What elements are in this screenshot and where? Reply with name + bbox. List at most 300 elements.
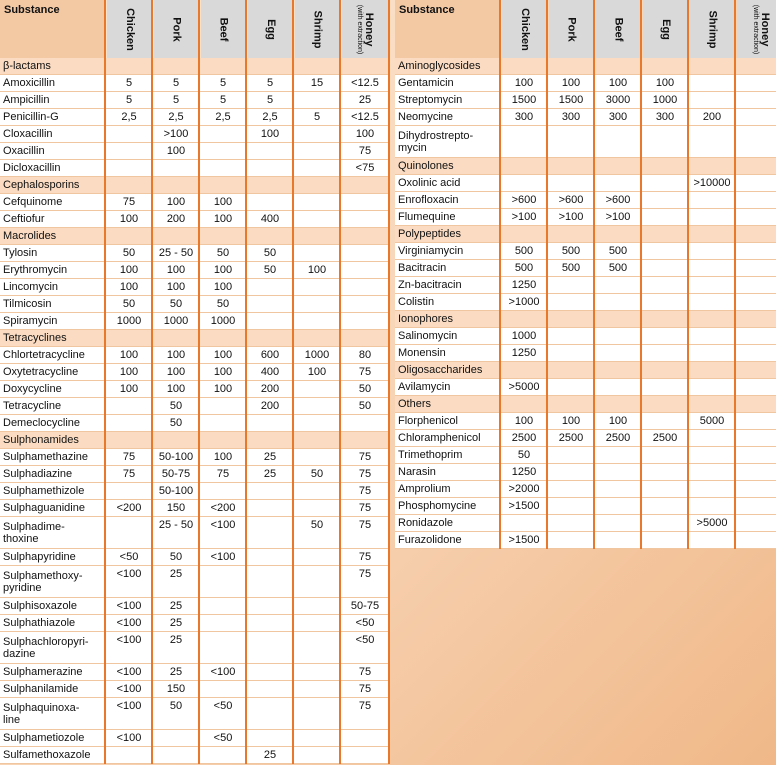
column-separator — [388, 0, 390, 764]
value-cell: 25 — [169, 617, 183, 629]
substance-name: Sulphisoxazole — [3, 600, 77, 612]
substance-name: Oxacillin — [3, 145, 45, 157]
value-cell: 80 — [358, 349, 372, 361]
value-cell: 100 — [213, 196, 233, 208]
value-cell — [737, 209, 776, 225]
table-row — [395, 379, 776, 396]
value-cell: 25 — [263, 468, 277, 480]
value-cell: <100 — [116, 568, 142, 580]
value-cell — [502, 515, 546, 531]
value-cell: 100 — [355, 128, 375, 140]
value-cell: 2,5 — [121, 111, 137, 123]
table-row — [0, 615, 388, 632]
value-cell — [549, 532, 593, 548]
value-cell — [690, 260, 734, 276]
substance-name: Neomycine — [398, 111, 454, 123]
value-cell — [643, 413, 687, 429]
header-column — [737, 0, 776, 58]
substance-name: Sulfamethoxazole — [3, 749, 91, 761]
value-cell: 5 — [266, 94, 274, 106]
value-cell — [295, 279, 339, 295]
value-cell: 2500 — [511, 432, 537, 444]
value-cell: <100 — [210, 519, 236, 531]
value-cell — [643, 447, 687, 463]
value-cell — [154, 160, 198, 176]
table-row — [0, 681, 388, 698]
header-column — [248, 0, 292, 58]
table-row — [0, 143, 388, 160]
value-cell — [643, 192, 687, 208]
value-cell — [596, 328, 640, 344]
value-cell: <50 — [213, 700, 233, 712]
value-cell: 100 — [166, 366, 186, 378]
value-cell — [737, 430, 776, 446]
value-cell: 1500 — [558, 94, 584, 106]
substance-name: Sulphamethizole — [3, 485, 85, 497]
value-cell: 25 - 50 — [158, 247, 194, 259]
value-cell: 5 — [313, 111, 321, 123]
value-cell — [248, 143, 292, 159]
value-cell — [549, 379, 593, 395]
value-cell — [295, 615, 339, 631]
substance-name: Avilamycin — [398, 381, 451, 393]
value-cell: 5 — [266, 77, 274, 89]
column-separator — [151, 0, 153, 764]
category-row — [395, 396, 776, 413]
value-cell: 1500 — [511, 94, 537, 106]
substance-name: Sulphametiozole — [3, 732, 85, 744]
value-cell: 200 — [702, 111, 722, 123]
category-label: Tetracyclines — [3, 332, 67, 344]
value-cell — [690, 294, 734, 310]
value-cell: 75 — [358, 468, 372, 480]
table-row — [395, 447, 776, 464]
value-cell — [549, 175, 593, 191]
category-row — [0, 432, 388, 449]
value-cell: 100 — [514, 415, 534, 427]
value-cell — [107, 143, 151, 159]
table-row — [395, 430, 776, 447]
value-cell — [643, 464, 687, 480]
value-cell: <100 — [116, 600, 142, 612]
value-cell: 5 — [172, 77, 180, 89]
table-row — [0, 211, 388, 228]
category-row — [395, 311, 776, 328]
value-cell — [549, 447, 593, 463]
value-cell — [342, 245, 388, 261]
substance-name-line: Sulphachloropyri- — [3, 635, 89, 648]
value-cell — [690, 243, 734, 259]
value-cell: <12.5 — [351, 111, 379, 123]
substance-name: Monensin — [398, 347, 446, 359]
table-row — [395, 345, 776, 362]
value-cell: 100 — [213, 264, 233, 276]
column-label: Pork — [565, 16, 578, 42]
table-row — [0, 75, 388, 92]
value-cell: 100 — [561, 415, 581, 427]
value-cell: 50 — [169, 700, 183, 712]
value-cell: 500 — [608, 262, 628, 274]
substance-name: Enrofloxacin — [398, 194, 459, 206]
value-cell: 50-100 — [158, 451, 194, 463]
value-cell: 400 — [260, 366, 280, 378]
header-column — [295, 0, 339, 58]
table-row — [0, 466, 388, 483]
table-row — [395, 175, 776, 192]
category-label: Oligosaccharides — [398, 364, 483, 376]
substance-name: Flumequine — [398, 211, 456, 223]
table-row — [0, 347, 388, 364]
value-cell: 3000 — [605, 94, 631, 106]
value-cell: <200 — [116, 502, 142, 514]
substance-name: Sulphamethazine — [3, 451, 89, 463]
value-cell — [295, 126, 339, 142]
value-cell — [295, 211, 339, 227]
value-cell — [107, 415, 151, 431]
value-cell — [295, 747, 339, 763]
column-sublabel: (with extraction) — [752, 4, 759, 54]
column-separator — [104, 0, 106, 764]
substance-name: Amoxicillin — [3, 77, 55, 89]
substance-name — [0, 698, 104, 729]
value-cell: <100 — [116, 683, 142, 695]
value-cell — [643, 532, 687, 548]
column-separator — [245, 0, 247, 764]
substance-name: Cloxacillin — [3, 128, 53, 140]
value-cell: 5 — [125, 77, 133, 89]
value-cell — [201, 126, 245, 142]
substance-name: Ampicillin — [3, 94, 50, 106]
value-cell: >600 — [605, 194, 631, 206]
value-cell — [690, 464, 734, 480]
value-cell — [248, 160, 292, 176]
substance-name: Zn-bacitracin — [398, 279, 462, 291]
substance-name-line: dazine — [3, 647, 36, 660]
column-separator — [687, 0, 689, 549]
value-cell — [201, 632, 245, 663]
substance-name: Sulphathiazole — [3, 617, 76, 629]
substance-name: Virginiamycin — [398, 245, 464, 257]
table-row — [395, 126, 776, 158]
substance-name — [395, 126, 499, 157]
value-cell — [295, 500, 339, 516]
substance-name: Phosphomycine — [398, 500, 477, 512]
value-cell: <50 — [119, 551, 139, 563]
table-row — [0, 296, 388, 313]
header-column — [107, 0, 151, 58]
value-cell — [596, 379, 640, 395]
table-row — [0, 126, 388, 143]
value-cell: 400 — [260, 213, 280, 225]
value-cell: 300 — [514, 111, 534, 123]
value-cell: <50 — [355, 634, 375, 646]
value-cell: 25 — [169, 568, 183, 580]
substance-name: Chlortetracycline — [3, 349, 85, 361]
substance-name: Furazolidone — [398, 534, 462, 546]
value-cell — [248, 730, 292, 746]
category-row — [0, 58, 388, 75]
value-cell — [107, 398, 151, 414]
column-sublabel: (with extraction) — [356, 4, 364, 54]
value-cell: 200 — [260, 400, 280, 412]
table-row — [0, 398, 388, 415]
value-cell: 200 — [260, 383, 280, 395]
value-cell — [342, 415, 388, 431]
value-cell — [201, 566, 245, 597]
value-cell — [295, 449, 339, 465]
column-separator — [640, 0, 642, 549]
value-cell — [737, 447, 776, 463]
substance-name: Ronidazole — [398, 517, 454, 529]
value-cell: 50 — [310, 468, 324, 480]
value-cell — [107, 160, 151, 176]
substance-name: Colistin — [398, 296, 435, 308]
value-cell — [248, 698, 292, 729]
value-cell: 50 — [216, 298, 230, 310]
substance-name — [0, 632, 104, 663]
value-cell — [248, 296, 292, 312]
value-cell — [342, 211, 388, 227]
table-row — [0, 730, 388, 747]
value-cell: <75 — [355, 162, 375, 174]
value-cell: 75 — [122, 451, 136, 463]
value-cell: 150 — [166, 683, 186, 695]
value-cell — [248, 517, 292, 548]
value-cell: 100 — [166, 145, 186, 157]
value-cell: 100 — [166, 349, 186, 361]
table-row — [0, 92, 388, 109]
value-cell — [737, 294, 776, 310]
value-cell: 5 — [172, 94, 180, 106]
table-row — [395, 328, 776, 345]
value-cell: 100 — [119, 264, 139, 276]
value-cell — [737, 75, 776, 91]
value-cell: <100 — [116, 666, 142, 678]
value-cell — [643, 498, 687, 514]
value-cell — [549, 498, 593, 514]
value-cell — [737, 345, 776, 361]
value-cell — [643, 243, 687, 259]
value-cell — [737, 532, 776, 548]
value-cell: 100 — [213, 349, 233, 361]
table-row — [395, 75, 776, 92]
value-cell: 50-75 — [161, 468, 191, 480]
value-cell: <12.5 — [351, 77, 379, 89]
value-cell — [643, 515, 687, 531]
value-cell — [295, 381, 339, 397]
category-row — [395, 58, 776, 75]
value-cell: 100 — [166, 281, 186, 293]
value-cell — [643, 379, 687, 395]
value-cell: 75 — [358, 502, 372, 514]
value-cell: 2,5 — [168, 111, 184, 123]
value-cell: 500 — [561, 262, 581, 274]
value-cell — [295, 664, 339, 680]
value-cell: >5000 — [696, 517, 728, 529]
value-cell: 2,5 — [215, 111, 231, 123]
value-cell: 1000 — [304, 349, 330, 361]
value-cell — [295, 398, 339, 414]
value-cell — [201, 483, 245, 499]
column-separator — [198, 0, 200, 764]
substance-name: Amprolium — [398, 483, 451, 495]
value-cell: 500 — [514, 262, 534, 274]
table-row — [0, 160, 388, 177]
value-cell — [737, 498, 776, 514]
substance-name: Cefquinome — [3, 196, 63, 208]
value-cell — [107, 483, 151, 499]
value-cell: >100 — [163, 128, 189, 140]
table-row — [395, 294, 776, 311]
category-label: Polypeptides — [398, 228, 461, 240]
value-cell — [295, 632, 339, 663]
value-cell: 600 — [260, 349, 280, 361]
header-substance: Substance — [395, 0, 499, 58]
value-cell: 1000 — [511, 330, 537, 342]
value-cell: 75 — [358, 519, 372, 531]
value-cell: 50-100 — [158, 485, 194, 497]
value-cell — [549, 464, 593, 480]
value-cell — [549, 294, 593, 310]
value-cell — [549, 277, 593, 293]
header-column — [154, 0, 198, 58]
substance-name-line: mycin — [398, 141, 427, 154]
table-row — [0, 483, 388, 500]
value-cell: 50 — [263, 247, 277, 259]
value-cell — [201, 160, 245, 176]
category-label: Cephalosporins — [3, 179, 80, 191]
value-cell: 50 — [517, 449, 531, 461]
value-cell: 100 — [119, 349, 139, 361]
table-row — [0, 313, 388, 330]
value-cell — [549, 328, 593, 344]
category-label: Macrolides — [3, 230, 57, 242]
value-cell: >1000 — [508, 296, 540, 308]
header-column — [342, 0, 388, 58]
substance-name: Sulphaguanidine — [3, 502, 85, 514]
table-row — [395, 92, 776, 109]
value-cell — [295, 143, 339, 159]
column-label: Chicken — [518, 7, 531, 51]
value-cell — [643, 126, 687, 157]
value-cell: 100 — [213, 281, 233, 293]
value-cell — [201, 143, 245, 159]
value-cell: <100 — [116, 617, 142, 629]
table-row — [0, 549, 388, 566]
table-row — [395, 260, 776, 277]
value-cell — [643, 481, 687, 497]
value-cell: 50 — [169, 417, 183, 429]
table-row — [395, 464, 776, 481]
value-cell: 50 — [122, 298, 136, 310]
substance-name: Demeclocycline — [3, 417, 81, 429]
value-cell — [342, 747, 388, 763]
value-cell: 100 — [119, 281, 139, 293]
value-cell: 100 — [514, 77, 534, 89]
substance-name: Doxycycline — [3, 383, 62, 395]
value-cell: 100 — [166, 383, 186, 395]
value-cell — [248, 549, 292, 565]
value-cell — [295, 483, 339, 499]
substance-name: Tetracycline — [3, 400, 62, 412]
value-cell: 100 — [213, 451, 233, 463]
value-cell: 1000 — [210, 315, 236, 327]
value-cell — [737, 192, 776, 208]
value-cell: 75 — [358, 666, 372, 678]
value-cell — [295, 415, 339, 431]
value-cell — [690, 75, 734, 91]
value-cell: 25 — [263, 749, 277, 761]
category-row — [0, 228, 388, 245]
value-cell: 100 — [166, 196, 186, 208]
value-cell: 25 — [358, 94, 372, 106]
value-cell: 2500 — [605, 432, 631, 444]
category-row — [0, 177, 388, 194]
table-row — [0, 364, 388, 381]
table-row — [0, 381, 388, 398]
value-cell — [596, 277, 640, 293]
value-cell: 100 — [608, 77, 628, 89]
header-column — [643, 0, 687, 58]
value-cell: >600 — [558, 194, 584, 206]
value-cell — [690, 345, 734, 361]
substance-name-line: line — [3, 713, 21, 726]
value-cell — [737, 277, 776, 293]
value-cell: 300 — [561, 111, 581, 123]
substance-name: Sulphapyridine — [3, 551, 76, 563]
value-cell — [201, 615, 245, 631]
substance-name: Streptomycin — [398, 94, 463, 106]
value-cell — [737, 109, 776, 125]
value-cell: 50 — [216, 247, 230, 259]
value-cell: >600 — [511, 194, 537, 206]
value-cell: >100 — [558, 211, 584, 223]
value-cell — [596, 515, 640, 531]
value-cell — [737, 260, 776, 276]
header-column — [549, 0, 593, 58]
table-row — [395, 277, 776, 294]
table-row — [395, 243, 776, 260]
value-cell — [737, 328, 776, 344]
substance-name: Dicloxacillin — [3, 162, 61, 174]
value-cell: 25 — [169, 600, 183, 612]
value-cell — [737, 413, 776, 429]
value-cell: >1500 — [508, 500, 540, 512]
substance-name-line: Sulphadime- — [3, 520, 65, 533]
value-cell: 75 — [216, 468, 230, 480]
value-cell — [690, 447, 734, 463]
value-cell — [248, 415, 292, 431]
value-cell — [596, 447, 640, 463]
value-cell — [737, 175, 776, 191]
substance-name: Trimethoprim — [398, 449, 463, 461]
value-cell — [643, 294, 687, 310]
value-cell: 100 — [561, 77, 581, 89]
value-cell — [643, 209, 687, 225]
value-cell — [737, 515, 776, 531]
value-cell — [295, 681, 339, 697]
value-cell — [690, 209, 734, 225]
category-label: Quinolones — [398, 160, 454, 172]
value-cell — [549, 126, 593, 157]
value-cell — [154, 747, 198, 763]
value-cell — [248, 313, 292, 329]
value-cell: 500 — [608, 245, 628, 257]
value-cell — [295, 730, 339, 746]
category-row — [0, 330, 388, 347]
category-row — [395, 226, 776, 243]
value-cell — [154, 730, 198, 746]
